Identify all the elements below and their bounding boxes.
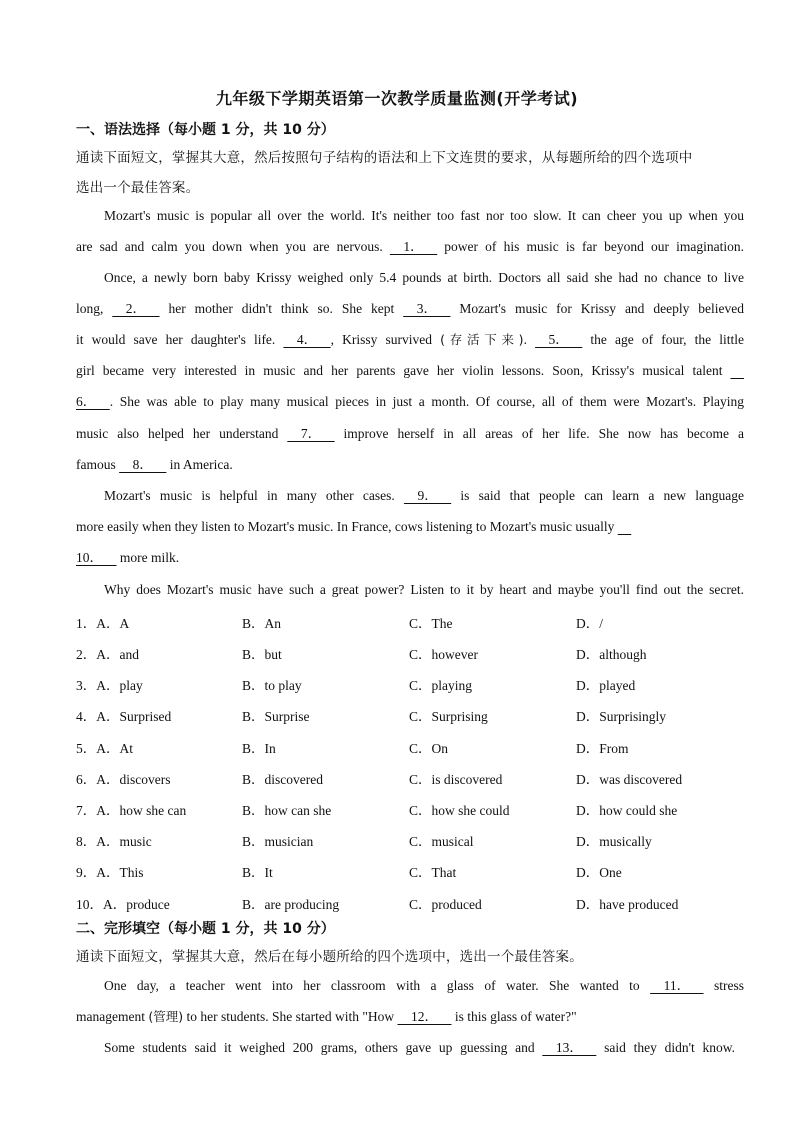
option-5b[interactable]: B．In xyxy=(242,741,276,756)
option-2b[interactable]: B．but xyxy=(242,647,282,662)
option-1b[interactable]: B．An xyxy=(242,616,282,631)
passage1-line: Once, a newly born baby Krissy weighed only 5.4 pounds at birth. Doctors all said she had no chance to live xyxy=(104,270,744,285)
passage1-line: music also helped her understand 7． improve herself in all areas of her life. She now has become a xyxy=(76,426,744,441)
option-3a[interactable]: 3．A．play xyxy=(76,678,143,693)
option-1c[interactable]: C．The xyxy=(409,616,453,631)
option-9d[interactable]: D．One xyxy=(576,865,622,880)
option-9c[interactable]: C．That xyxy=(409,865,457,880)
question-5-options xyxy=(76,737,744,755)
option-3c[interactable]: C．playing xyxy=(409,678,472,693)
blank-10[interactable]: 10． xyxy=(76,550,117,565)
passage1-line: Why does Mozart's music have such a great power? Listen to it by heart and maybe you'll find out the secret. xyxy=(104,582,744,597)
question-3-options xyxy=(76,674,744,692)
passage1-line: Mozart's music is popular all over the world. It's neither too fast nor too slow. It can cheer you up when you xyxy=(104,208,744,223)
passage1-line: it would save her daughter's life. 4． , Krissy survived (存活下来). 5． the age of four, the little xyxy=(76,332,744,347)
blank-2[interactable]: 2． xyxy=(112,301,160,316)
option-6d[interactable]: D．was discovered xyxy=(576,772,683,787)
section2-header: 二、完形填空（每小题 1 分，共 10 分） xyxy=(76,921,335,937)
option-4d[interactable]: D．Surprisingly xyxy=(576,709,667,724)
passage1-line: 6． . She was able to play many musical pieces in just a month. Of course, all of them were Mozart's. Playing xyxy=(76,394,744,409)
option-1a[interactable]: 1．A．A xyxy=(76,616,130,631)
option-3d[interactable]: D．played xyxy=(576,678,636,693)
option-7b[interactable]: B．how can she xyxy=(242,803,332,818)
section1-instructions-line1: 通读下面短文，掌握其大意，然后按照句子结构的语法和上下文连贯的要求，从每题所给的四个选项中 xyxy=(76,150,693,166)
option-10b[interactable]: B．are producing xyxy=(242,897,340,912)
option-8a[interactable]: 8．A．music xyxy=(76,834,152,849)
blank-6[interactable]: 6． xyxy=(76,394,110,409)
option-1d[interactable]: D．/ xyxy=(576,616,603,631)
option-10a[interactable]: 10．A．produce xyxy=(76,897,170,912)
option-3b[interactable]: B．to play xyxy=(242,678,302,693)
option-6b[interactable]: B．discovered xyxy=(242,772,323,787)
blank-11[interactable]: 11． xyxy=(650,978,704,993)
question-6-options xyxy=(76,768,744,786)
option-2a[interactable]: 2．A．and xyxy=(76,647,139,662)
section1-instructions-line2: 选出一个最佳答案。 xyxy=(76,180,200,196)
blank-10-start[interactable] xyxy=(618,518,632,536)
question-10-options xyxy=(76,893,744,911)
passage1-line: 10． more milk. xyxy=(76,550,180,565)
option-5a[interactable]: 5．A．At xyxy=(76,741,133,756)
option-4a[interactable]: 4．A．Surprised xyxy=(76,709,172,724)
question-8-options xyxy=(76,830,744,848)
blank-3[interactable]: 3． xyxy=(403,301,451,316)
option-4c[interactable]: C．Surprising xyxy=(409,709,488,724)
passage2-line: Some students said it weighed 200 grams, others gave up guessing and 13． said they didn't know. xyxy=(104,1040,735,1055)
section1-header: 一、语法选择（每小题 1 分，共 10 分） xyxy=(76,122,335,138)
option-9a[interactable]: 9．A．This xyxy=(76,865,144,880)
question-7-options xyxy=(76,799,744,817)
question-2-options xyxy=(76,643,744,661)
page-title: 九年级下学期英语第一次教学质量监测(开学考试) xyxy=(215,89,579,108)
passage1-line: Mozart's music is helpful in many other cases. 9． is said that people can learn a new language xyxy=(104,488,744,503)
option-5d[interactable]: D．From xyxy=(576,741,629,756)
option-2c[interactable]: C．however xyxy=(409,647,478,662)
question-1-options xyxy=(76,612,744,630)
option-7a[interactable]: 7．A．how she can xyxy=(76,803,187,818)
section2-instructions: 通读下面短文，掌握其大意，然后在每小题所给的四个选项中，选出一个最佳答案。 xyxy=(76,949,583,965)
option-8d[interactable]: D．musically xyxy=(576,834,652,849)
passage2-line: management (管理) to her students. She started with "How 12． is this glass of water?" xyxy=(76,1009,577,1024)
option-4b[interactable]: B．Surprise xyxy=(242,709,310,724)
blank-8[interactable]: 8． xyxy=(119,457,167,472)
option-6c[interactable]: C．is discovered xyxy=(409,772,503,787)
passage1-line: long, 2． her mother didn't think so. She kept 3． Mozart's music for Krissy and deeply believed xyxy=(76,301,744,316)
question-9-options xyxy=(76,861,744,879)
passage1-line: are sad and calm you down when you are nervous. 1． power of his music is far beyond our imagination. xyxy=(76,239,744,254)
blank-6-start[interactable] xyxy=(731,362,745,380)
passage1-line: girl became very interested in music and her parents gave her violin lessons. Soon, Krissy's musical talent xyxy=(76,362,744,380)
option-10c[interactable]: C．produced xyxy=(409,897,482,912)
option-6a[interactable]: 6．A．discovers xyxy=(76,772,171,787)
option-2d[interactable]: D．although xyxy=(576,647,647,662)
blank-1[interactable]: 1． xyxy=(389,239,438,254)
option-8c[interactable]: C．musical xyxy=(409,834,474,849)
option-7c[interactable]: C．how she could xyxy=(409,803,510,818)
option-10d[interactable]: D．have produced xyxy=(576,897,679,912)
option-8b[interactable]: B．musician xyxy=(242,834,314,849)
passage2-line: One day, a teacher went into her classroom with a glass of water. She wanted to 11． stress xyxy=(104,978,745,993)
option-9b[interactable]: B．It xyxy=(242,865,273,880)
blank-4[interactable]: 4． xyxy=(283,332,331,347)
option-7d[interactable]: D．how could she xyxy=(576,803,678,818)
blank-13[interactable]: 13． xyxy=(542,1040,597,1055)
question-4-options xyxy=(76,705,744,723)
blank-5[interactable]: 5． xyxy=(535,332,583,347)
blank-12[interactable]: 12． xyxy=(397,1009,452,1024)
passage1-line: famous 8． in America. xyxy=(76,457,233,472)
blank-7[interactable]: 7． xyxy=(287,426,335,441)
passage1-line: more easily when they listen to Mozart's music. In France, cows listening to Mozart's music usually xyxy=(76,518,692,536)
option-5c[interactable]: C．On xyxy=(409,741,449,756)
blank-9[interactable]: 9． xyxy=(403,488,452,503)
